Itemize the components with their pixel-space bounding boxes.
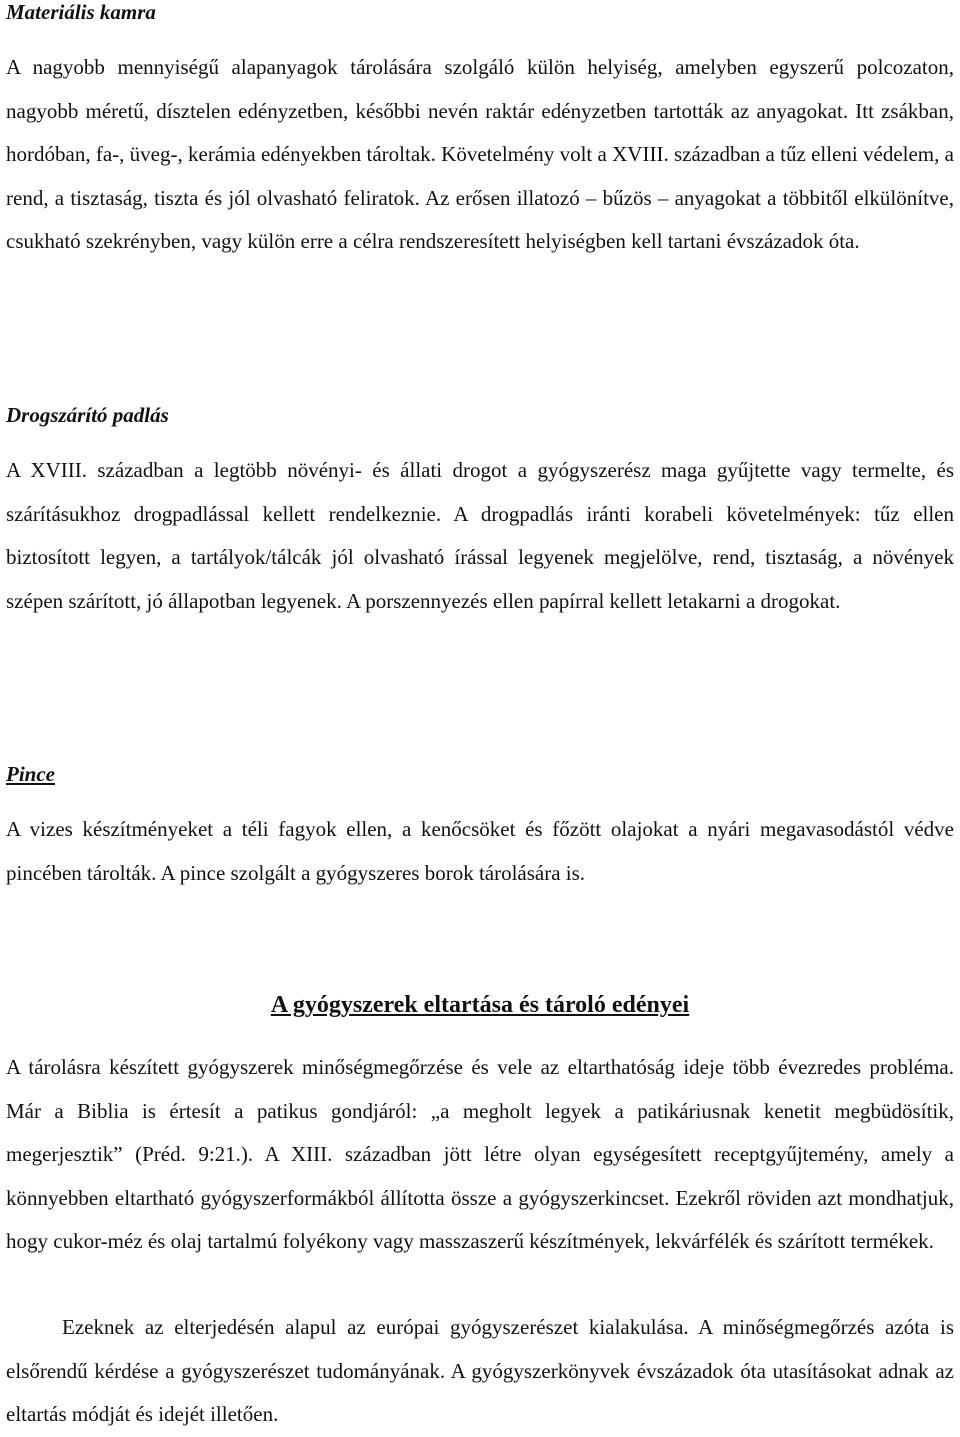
section-heading-pince: Pince (6, 762, 55, 786)
section-paragraph-materialis-kamra: A nagyobb mennyiségű alapanyagok tárolására szolgáló külön helyiség, amelyben egyszerű polcozaton, nagyobb méretű, dísztelen edényzetben, későbbi nevén raktár edényzetben tartották az anyagokat. Itt zsákban, hordóban, fa-, üveg-, kerámia edényekben tároltak. Követelmény volt a XVIII. században a tűz elleni védelem, a rend, a tisztaság, tiszta és jól olvasható feliratok. Az erősen illatozó – bűzös – anyagokat a többitől elkülönítve, csukható szekrényben, vagy külön erre a célra rendszeresített helyiségben kell tartani évszázadok óta. (6, 55, 954, 253)
main-section-paragraph-1: A tárolásra készített gyógyszerek minőségmegőrzése és vele az eltarthatóság ideje több évezredes probléma. Már a Biblia is értesít a patikus gondjáról: „a megholt legyek a patikáriusnak kenetit megbüdösítik, megerjesztik” (Préd. 9:21.). A XIII. században jött létre olyan egységesített receptgyűjtemény, amely a könnyebben eltartható gyógyszerformákból állította össze a gyógyszerkincset. Ezekről röviden azt mondhatjuk, hogy cukor-méz és olaj tartalmú folyékony vagy masszaszerű készítmények, lekvárfélék és szárított termékek. (6, 1055, 954, 1253)
main-section-paragraph-2: Ezeknek az elterjedésén alapul az európai gyógyszerészet kialakulása. A minőségmegőrzés azóta is elsőrendű kérdése a gyógyszerészet tudományának. A gyógyszerkönyvek évszázadok óta utasításokat adnak az eltartás módját és idejét illetően. (6, 1315, 954, 1426)
section-paragraph-drogszarito-padlas: A XVIII. században a legtöbb növényi- és állati drogot a gyógyszerész maga gyűjtette vagy termelte, és szárításukhoz drogpadlással kellett rendelkeznie. A drogpadlás iránti korabeli követelmények: tűz ellen biztosított legyen, a tartályok/tálcák jól olvasható írással legyenek megjelölve, rend, tisztaság, a növények szépen szárított, jó állapotban legyenek. A porszennyezés ellen papírral kellett letakarni a drogokat. (6, 458, 954, 613)
section-heading-drogszarito-padlas: Drogszárító padlás (6, 403, 169, 427)
section-heading-materialis-kamra: Materiális kamra (6, 0, 156, 24)
main-section-title: A gyógyszerek eltartása és tároló edényei (270, 992, 690, 1018)
section-paragraph-pince: A vizes készítményeket a téli fagyok ellen, a kenőcsöket és főzött olajokat a nyári megavasodástól védve pincében tárolták. A pince szolgált a gyógyszeres borok tárolására is. (6, 817, 954, 885)
